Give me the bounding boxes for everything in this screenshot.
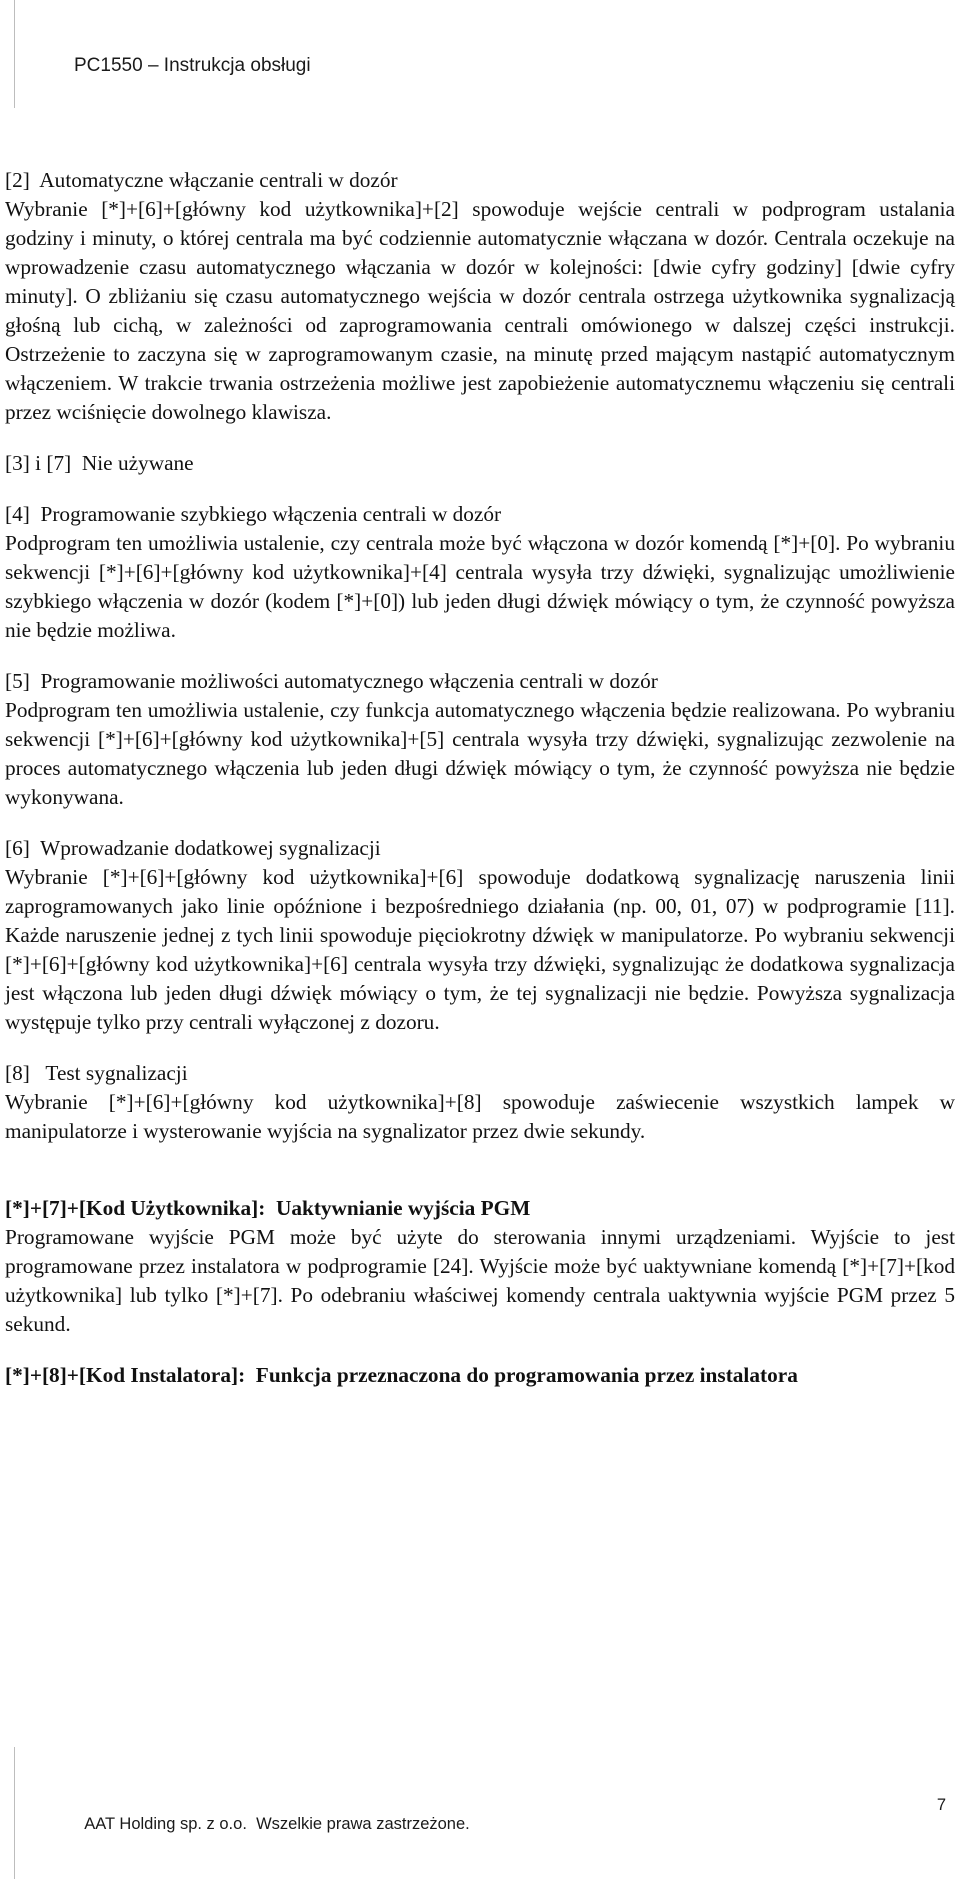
section-unused — [5, 449, 955, 478]
header-margin-line — [14, 0, 15, 108]
command-heading: [*]+[8]+[Kod Instalatora]: Funkcja przeznaczona do programowania przez instalatora — [5, 1363, 798, 1387]
section-installer-function — [5, 1361, 955, 1390]
section-heading: [8] Test sygnalizacji — [5, 1061, 188, 1085]
page-number: 7 — [936, 1796, 946, 1814]
section-extra-signaling — [5, 834, 955, 1037]
document-body — [5, 166, 955, 1412]
section-heading: [4] Programowanie szybkiego włączenia centrali w dozór — [5, 502, 502, 526]
section-quick-arming — [5, 500, 955, 645]
section-signal-test — [5, 1059, 955, 1146]
section-text: Wybranie [*]+[6]+[główny kod użytkownika]+[6] spowoduje dodatkową sygnalizację naruszenia linii zaprogramowanych jako linie opóźnione i bezpośredniego działania (np. 00, 01, 07) w podprogramie [11]. Każde naruszenie jednej z tych linii spowoduje pięciokrotny dźwięk w manipulatorze. Po wybraniu sekwencji [*]+[6]+[główny kod użytkownika]+[6] centrala wysyła trzy dźwięki, sygnalizując że dodatkowa sygnalizacja jest włączona lub jeden długi dźwięk mówiący o tym, że tej sygnalizacji nie będzie. Powyższa sygnalizacja występuje tylko przy centrali wyłączonej z dozoru. — [5, 865, 955, 1034]
section-heading: [2] Automatyczne włączanie centrali w dozór — [5, 168, 398, 192]
footer-margin-line — [14, 1747, 15, 1879]
spacer — [5, 1168, 955, 1194]
section-heading: [5] Programowanie możliwości automatycznego włączenia centrali w dozór — [5, 669, 658, 693]
footer-copyright: AAT Holding sp. z o.o. Wszelkie prawa zastrzeżone. — [84, 1815, 470, 1833]
page-header-title: PC1550 – Instrukcja obsługi — [74, 55, 311, 76]
section-pgm-output — [5, 1194, 955, 1339]
section-heading: [6] Wprowadzanie dodatkowej sygnalizacji — [5, 836, 381, 860]
command-heading: [*]+[7]+[Kod Użytkownika]: Uaktywnianie wyjścia PGM — [5, 1196, 531, 1220]
section-text: Podprogram ten umożliwia ustalenie, czy funkcja automatycznego włączenia będzie realizowana. Po wybraniu sekwencji [*]+[6]+[główny kod użytkownika]+[5] centrala wysyła trzy dźwięki, sygnalizując zezwolenie na proces automatycznego włączenia lub jeden długi dźwięk mówiący o tym, że czynność powyższa nie będzie wykonywana. — [5, 698, 955, 809]
page-footer — [76, 1796, 946, 1853]
section-auto-arming — [5, 166, 955, 427]
section-heading: [3] i [7] Nie używane — [5, 451, 194, 475]
section-text: Wybranie [*]+[6]+[główny kod użytkownika]+[8] spowoduje zaświecenie wszystkich lampek w manipulatorze i wysterowanie wyjścia na sygnalizator przez dwie sekundy. — [5, 1090, 955, 1143]
section-text: Programowane wyjście PGM może być użyte do sterowania innymi urządzeniami. Wyjście to jest programowane przez instalatora w podprogramie [24]. Wyjście może być uaktywniane komendą [*]+[7]+[kod użytkownika] lub tylko [*]+[7]. Po odebraniu właściwej komendy centrala uaktywnia wyjście PGM przez 5 sekund. — [5, 1225, 955, 1336]
section-auto-arming-enable — [5, 667, 955, 812]
section-text: Wybranie [*]+[6]+[główny kod użytkownika]+[2] spowoduje wejście centrali w podprogram ustalania godziny i minuty, o której centrala ma być codziennie automatycznie włączana w dozór. Centrala oczekuje na wprowadzenie czasu automatycznego włączania w dozór w kolejności: [dwie cyfry godziny] [dwie cyfry minuty]. O zbliżaniu się czasu automatycznego wejścia w dozór centrala ostrzega użytkownika sygnalizacją głośną lub cichą, w zależności od zaprogramowania centrali omówionego w dalszej części instrukcji. Ostrzeżenie to zaczyna się w zaprogramowanym czasie, na minutę przed mającym nastąpić automatycznym włączeniem. W trakcie trwania ostrzeżenia możliwe jest zapobieżenie automatycznemu włączeniu się centrali przez wciśnięcie dowolnego klawisza. — [5, 197, 955, 424]
section-text: Podprogram ten umożliwia ustalenie, czy centrala może być włączona w dozór komendą [*]+[0]. Po wybraniu sekwencji [*]+[6]+[główny kod użytkownika]+[4] centrala wysyła trzy dźwięki, sygnalizując umożliwienie szybkiego włączenia w dozór (kodem [*]+[0]) lub jeden długi dźwięk mówiący o tym, że czynność powyższa nie będzie możliwa. — [5, 531, 955, 642]
